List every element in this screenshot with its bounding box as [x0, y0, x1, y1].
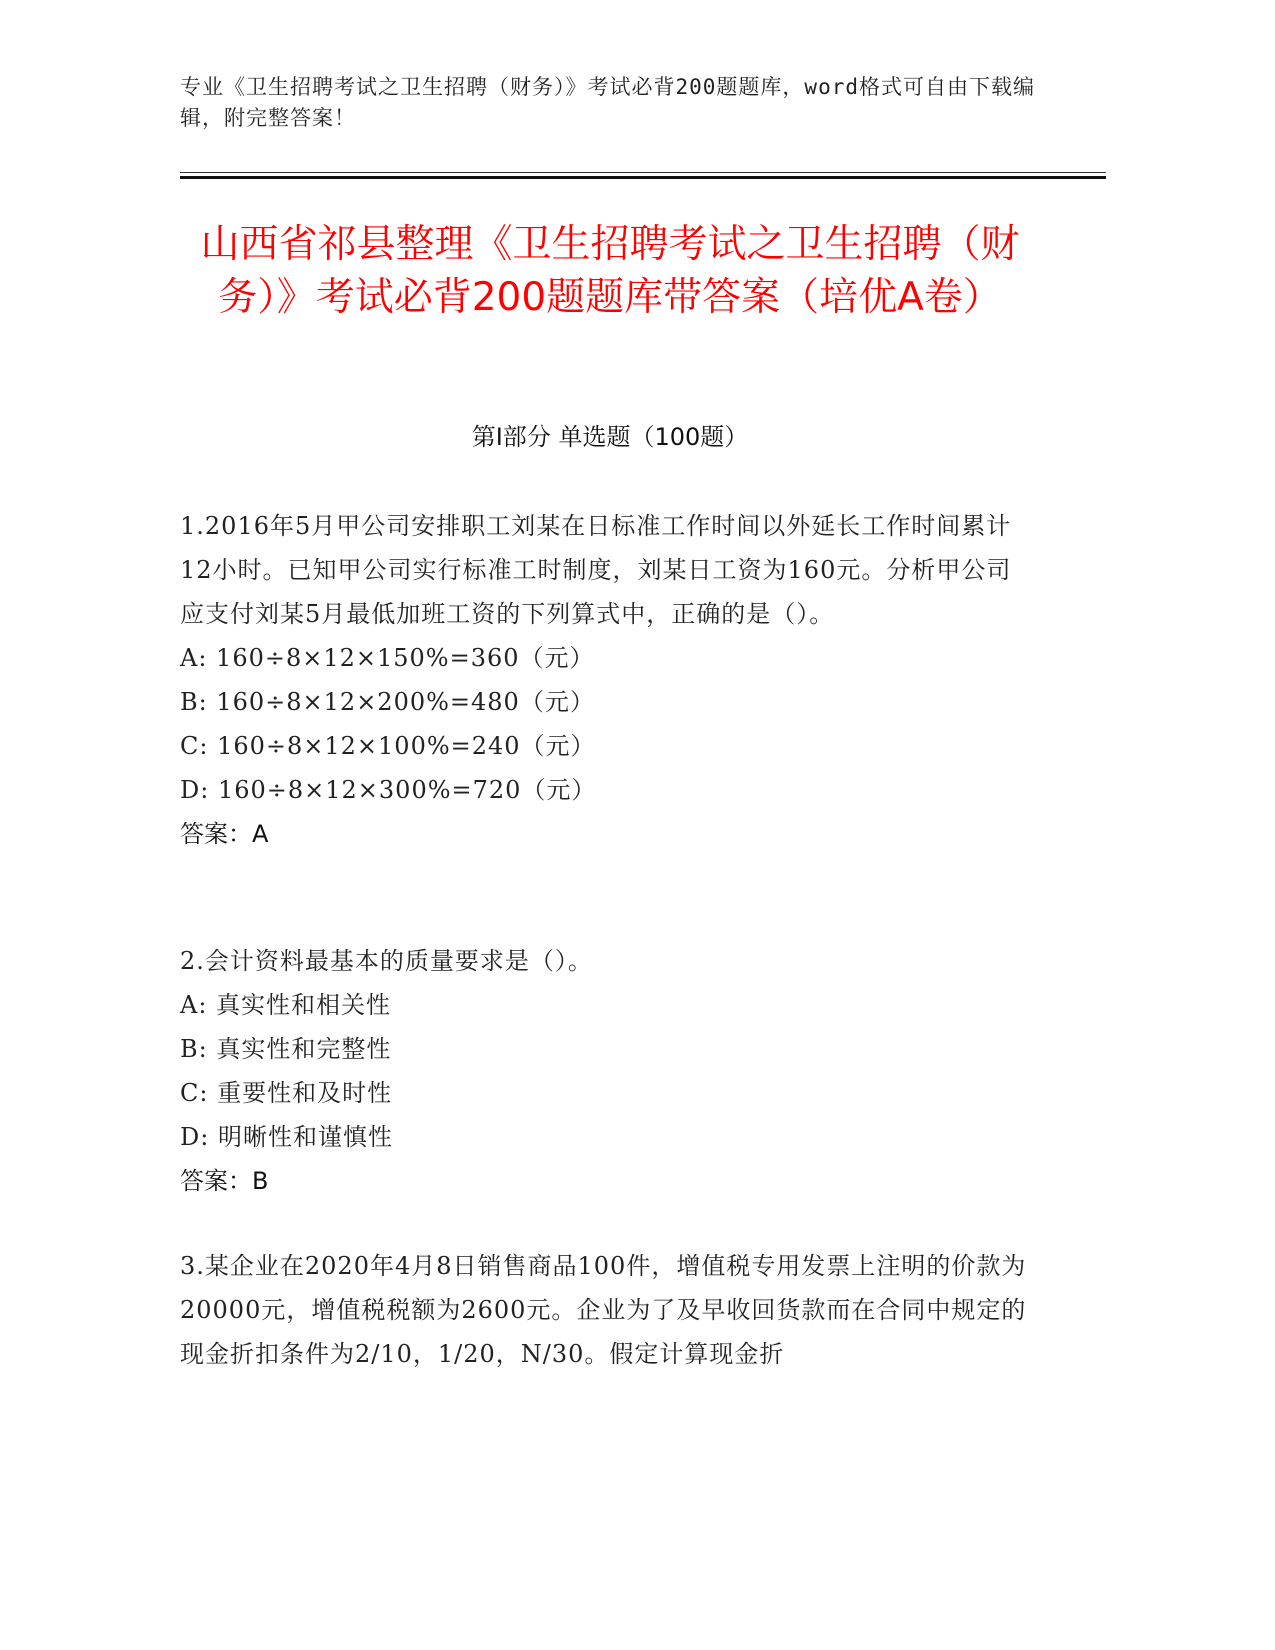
question-3	[180, 1244, 1030, 1376]
section-heading: 第I部分 单选题（100题）	[471, 423, 749, 451]
question-1	[180, 504, 1030, 856]
option-d: D: 160÷8×12×300%=720（元）	[180, 776, 597, 804]
question-stem: 3.某企业在2020年4月8日销售商品100件，增值税专用发票上注明的价款为20000元，增值税税额为2600元。企业为了及早收回货款而在合同中规定的现金折扣条件为2/10，1/20，N/30。假定计算现金折	[180, 1252, 1027, 1368]
header-divider-thin	[180, 172, 1106, 173]
header-divider-thick	[180, 176, 1106, 179]
question-stem: 2.会计资料最基本的质量要求是（）。	[180, 947, 593, 975]
answer: 答案：B	[180, 1167, 269, 1195]
option-c: C: 160÷8×12×100%=240（元）	[180, 732, 596, 760]
option-c: C: 重要性和及时性	[180, 1079, 393, 1107]
question-stem: 1.2016年5月甲公司安排职工刘某在日标准工作时间以外延长工作时间累计12小时。已知甲公司实行标准工时制度，刘某日工资为160元。分析甲公司应支付刘某5月最低加班工资的下列算式中，正确的是（）。	[180, 512, 1012, 628]
document-title: 山西省祁县整理《卫生招聘考试之卫生招聘（财务）》考试必背200题题库带答案（培优A卷）	[200, 222, 1020, 320]
option-b: B: 真实性和完整性	[180, 1035, 392, 1063]
option-a: A: 160÷8×12×150%=360（元）	[180, 644, 595, 672]
question-2	[180, 939, 1030, 1203]
option-d: D: 明晰性和谨慎性	[180, 1123, 393, 1151]
option-a: A: 真实性和相关性	[180, 991, 392, 1019]
header-note: 专业《卫生招聘考试之卫生招聘（财务）》考试必背200题题库，word格式可自由下载编辑，附完整答案！	[180, 75, 1035, 130]
option-b: B: 160÷8×12×200%=480（元）	[180, 688, 595, 716]
answer: 答案：A	[180, 820, 269, 848]
